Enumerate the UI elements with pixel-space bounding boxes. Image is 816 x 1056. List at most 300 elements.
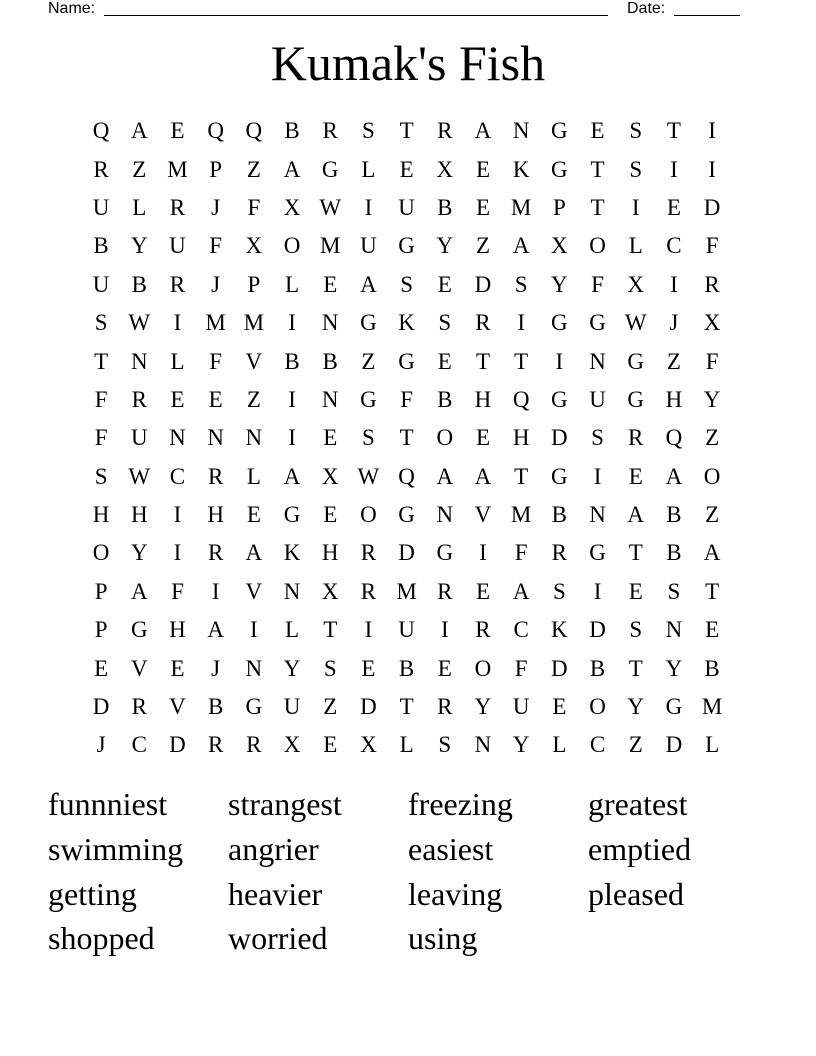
- grid-letter[interactable]: E: [475, 578, 490, 604]
- grid-letter[interactable]: C: [131, 732, 147, 758]
- grid-letter[interactable]: G: [627, 348, 645, 374]
- grid-letter[interactable]: M: [510, 194, 532, 220]
- grid-letter[interactable]: R: [628, 425, 644, 451]
- grid-letter[interactable]: R: [437, 118, 453, 144]
- grid-letter[interactable]: M: [396, 578, 417, 604]
- grid-letter[interactable]: E: [628, 463, 643, 489]
- grid-letter[interactable]: M: [319, 233, 341, 259]
- grid-letter[interactable]: P: [247, 271, 261, 297]
- grid-letter[interactable]: K: [398, 310, 415, 336]
- grid-letter[interactable]: T: [475, 348, 490, 374]
- grid-letter[interactable]: F: [171, 578, 184, 604]
- grid-letter[interactable]: U: [92, 271, 110, 297]
- grid-letter[interactable]: J: [669, 310, 679, 336]
- grid-letter[interactable]: A: [665, 463, 683, 489]
- grid-letter[interactable]: E: [475, 194, 490, 220]
- grid-letter[interactable]: G: [398, 348, 415, 374]
- grid-letter[interactable]: R: [475, 617, 491, 643]
- grid-letter[interactable]: A: [283, 463, 301, 489]
- grid-letter[interactable]: L: [361, 156, 376, 182]
- grid-letter[interactable]: G: [360, 386, 377, 412]
- grid-letter[interactable]: L: [132, 194, 147, 220]
- grid-letter[interactable]: B: [704, 655, 720, 681]
- grid-letter[interactable]: G: [398, 233, 415, 259]
- grid-letter[interactable]: O: [589, 694, 606, 720]
- grid-letter[interactable]: H: [665, 386, 683, 412]
- grid-letter[interactable]: E: [208, 386, 223, 412]
- grid-letter[interactable]: I: [440, 617, 449, 643]
- grid-letter[interactable]: L: [170, 348, 185, 374]
- grid-letter[interactable]: N: [130, 348, 148, 374]
- grid-letter[interactable]: E: [437, 348, 452, 374]
- grid-letter[interactable]: E: [475, 156, 490, 182]
- grid-letter[interactable]: I: [288, 310, 296, 336]
- grid-letter[interactable]: U: [283, 694, 301, 720]
- grid-letter[interactable]: T: [590, 156, 605, 182]
- grid-letter[interactable]: Z: [132, 156, 147, 182]
- grid-letter[interactable]: Y: [283, 655, 301, 681]
- date-label: Date:: [627, 0, 666, 17]
- grid-letter[interactable]: W: [357, 463, 380, 489]
- grid-letter[interactable]: H: [512, 425, 530, 451]
- grid-letter[interactable]: A: [130, 118, 148, 144]
- grid-letter[interactable]: D: [169, 732, 186, 758]
- grid-letter[interactable]: A: [703, 540, 721, 566]
- grid-row: [82, 534, 732, 572]
- grid-letter[interactable]: X: [283, 732, 301, 758]
- grid-letter[interactable]: T: [514, 463, 529, 489]
- grid-letter[interactable]: Q: [92, 118, 110, 144]
- grid-letter[interactable]: Q: [512, 386, 530, 412]
- grid-letter[interactable]: X: [551, 233, 568, 259]
- grid-letter[interactable]: A: [627, 502, 645, 528]
- grid-letter[interactable]: G: [130, 617, 148, 643]
- grid-letter[interactable]: I: [670, 271, 678, 297]
- grid-letter[interactable]: A: [245, 540, 263, 566]
- grid-letter[interactable]: I: [593, 578, 602, 604]
- grid-letter[interactable]: I: [555, 348, 564, 374]
- grid-letter[interactable]: Y: [665, 655, 683, 681]
- grid-letter[interactable]: R: [551, 540, 568, 566]
- grid-letter[interactable]: F: [514, 655, 528, 681]
- grid-letter[interactable]: T: [705, 578, 720, 604]
- grid-letter[interactable]: G: [398, 502, 415, 528]
- grid-letter[interactable]: F: [514, 540, 528, 566]
- grid-letter[interactable]: T: [399, 425, 414, 451]
- grid-letter[interactable]: J: [96, 732, 106, 758]
- grid-letter[interactable]: Y: [551, 271, 568, 297]
- grid-letter[interactable]: F: [94, 425, 108, 451]
- grid-letter[interactable]: F: [705, 348, 719, 374]
- grid-letter[interactable]: F: [705, 233, 719, 259]
- name-blank-line[interactable]: [104, 15, 608, 16]
- grid-letter[interactable]: N: [436, 502, 454, 528]
- grid-letter[interactable]: E: [705, 617, 720, 643]
- grid-row: [82, 419, 732, 457]
- grid-letter[interactable]: B: [131, 271, 147, 297]
- grid-letter[interactable]: G: [551, 156, 568, 182]
- grid-letter[interactable]: R: [207, 732, 224, 758]
- grid-letter[interactable]: I: [288, 425, 296, 451]
- grid-letter[interactable]: F: [400, 386, 413, 412]
- grid-letter[interactable]: R: [93, 156, 109, 182]
- grid-letter[interactable]: Q: [207, 118, 224, 144]
- grid-letter[interactable]: C: [589, 732, 606, 758]
- grid-letter[interactable]: R: [322, 118, 338, 144]
- grid-letter[interactable]: Z: [361, 348, 376, 374]
- grid-letter[interactable]: E: [666, 194, 681, 220]
- grid-letter[interactable]: D: [360, 694, 377, 720]
- grid-letter[interactable]: B: [589, 655, 606, 681]
- grid-letter[interactable]: A: [130, 578, 148, 604]
- grid-letter[interactable]: W: [319, 194, 342, 220]
- grid-letter[interactable]: T: [628, 540, 643, 566]
- grid-letter[interactable]: E: [552, 694, 567, 720]
- grid-letter[interactable]: I: [670, 156, 678, 182]
- grid-letter[interactable]: N: [589, 502, 606, 528]
- grid-letter[interactable]: R: [207, 463, 224, 489]
- grid-letter[interactable]: S: [629, 118, 643, 144]
- grid-letter[interactable]: U: [360, 233, 377, 259]
- grid-letter[interactable]: L: [399, 732, 414, 758]
- grid-letter[interactable]: E: [246, 502, 261, 528]
- grid-letter[interactable]: S: [629, 617, 643, 643]
- grid-letter[interactable]: W: [128, 463, 151, 489]
- grid-letter[interactable]: I: [288, 386, 296, 412]
- grid-letter[interactable]: N: [665, 617, 683, 643]
- grid-letter[interactable]: P: [94, 578, 108, 604]
- grid-letter[interactable]: Y: [130, 540, 148, 566]
- grid-letter[interactable]: G: [360, 310, 377, 336]
- grid-letter[interactable]: T: [514, 348, 529, 374]
- grid-letter[interactable]: L: [285, 271, 300, 297]
- grid-letter[interactable]: V: [245, 578, 263, 604]
- grid-letter[interactable]: B: [551, 502, 568, 528]
- grid-letter[interactable]: E: [590, 118, 605, 144]
- grid-letter[interactable]: A: [360, 271, 377, 297]
- grid-letter[interactable]: B: [437, 194, 453, 220]
- grid-letter[interactable]: R: [437, 578, 453, 604]
- grid-letter[interactable]: N: [245, 655, 263, 681]
- grid-letter[interactable]: B: [284, 118, 300, 144]
- grid-letter[interactable]: O: [589, 233, 606, 259]
- grid-letter[interactable]: N: [283, 578, 301, 604]
- grid-letter[interactable]: B: [666, 502, 682, 528]
- grid-letter[interactable]: K: [283, 540, 301, 566]
- grid-letter[interactable]: G: [589, 540, 606, 566]
- grid-letter[interactable]: G: [627, 386, 645, 412]
- grid-letter[interactable]: G: [551, 463, 568, 489]
- grid-letter[interactable]: S: [400, 271, 413, 297]
- grid-letter[interactable]: U: [398, 617, 415, 643]
- grid-letter[interactable]: X: [321, 463, 339, 489]
- grid-letter[interactable]: E: [170, 655, 185, 681]
- grid-letter[interactable]: J: [211, 271, 221, 297]
- grid-letter[interactable]: S: [514, 271, 528, 297]
- grid-letter[interactable]: H: [321, 540, 339, 566]
- grid-letter[interactable]: N: [207, 425, 224, 451]
- grid-letter[interactable]: B: [398, 655, 415, 681]
- grid-letter[interactable]: T: [323, 617, 338, 643]
- grid-letter[interactable]: O: [703, 463, 721, 489]
- grid-letter[interactable]: U: [92, 194, 110, 220]
- grid-letter[interactable]: H: [474, 386, 492, 412]
- grid-letter[interactable]: I: [173, 310, 182, 336]
- word-list-item: heavier: [228, 875, 323, 912]
- grid-letter[interactable]: D: [398, 540, 415, 566]
- grid-letter[interactable]: R: [207, 540, 224, 566]
- grid-letter[interactable]: B: [437, 386, 453, 412]
- grid-letter[interactable]: Y: [627, 694, 645, 720]
- grid-letter[interactable]: G: [436, 540, 454, 566]
- grid-letter[interactable]: X: [627, 271, 645, 297]
- grid-letter[interactable]: A: [474, 118, 492, 144]
- grid-letter[interactable]: Q: [398, 463, 415, 489]
- grid-letter[interactable]: I: [364, 617, 373, 643]
- grid-letter[interactable]: T: [399, 118, 414, 144]
- grid-letter[interactable]: S: [362, 425, 375, 451]
- grid-letter[interactable]: I: [631, 194, 640, 220]
- grid-row: [82, 381, 732, 419]
- date-blank-line[interactable]: [674, 15, 740, 16]
- grid-letter[interactable]: Z: [628, 732, 643, 758]
- grid-letter[interactable]: E: [170, 386, 185, 412]
- grid-letter[interactable]: B: [207, 694, 224, 720]
- grid-letter[interactable]: O: [283, 233, 301, 259]
- grid-letter[interactable]: D: [474, 271, 492, 297]
- grid-letter[interactable]: D: [551, 425, 568, 451]
- grid-letter[interactable]: S: [362, 118, 375, 144]
- grid-letter[interactable]: S: [629, 156, 643, 182]
- grid-letter[interactable]: E: [361, 655, 376, 681]
- grid-letter[interactable]: X: [283, 194, 301, 220]
- grid-letter[interactable]: N: [589, 348, 606, 374]
- grid-letter[interactable]: Y: [474, 694, 492, 720]
- grid-letter[interactable]: E: [323, 732, 338, 758]
- grid-letter[interactable]: L: [285, 617, 300, 643]
- grid-letter[interactable]: J: [211, 655, 221, 681]
- grid-letter[interactable]: G: [321, 156, 339, 182]
- grid-letter[interactable]: Q: [665, 425, 683, 451]
- grid-letter[interactable]: Z: [323, 694, 338, 720]
- grid-letter[interactable]: X: [703, 310, 721, 336]
- grid-letter[interactable]: S: [438, 732, 452, 758]
- grid-letter[interactable]: R: [169, 271, 186, 297]
- grid-letter[interactable]: E: [437, 271, 452, 297]
- grid-letter[interactable]: Y: [436, 233, 454, 259]
- grid-letter[interactable]: R: [437, 694, 453, 720]
- grid-letter[interactable]: F: [591, 271, 604, 297]
- grid-letter[interactable]: A: [512, 578, 530, 604]
- grid-letter[interactable]: S: [667, 578, 681, 604]
- grid-letter[interactable]: S: [552, 578, 566, 604]
- grid-letter[interactable]: R: [475, 310, 491, 336]
- grid-letter[interactable]: E: [323, 271, 338, 297]
- grid-letter[interactable]: Z: [246, 386, 261, 412]
- grid-letter[interactable]: I: [708, 156, 716, 182]
- grid-letter[interactable]: N: [245, 425, 263, 451]
- grid-letter[interactable]: S: [438, 310, 452, 336]
- grid-letter[interactable]: Y: [512, 732, 530, 758]
- grid-letter[interactable]: H: [169, 617, 186, 643]
- grid-letter[interactable]: G: [283, 502, 301, 528]
- grid-letter[interactable]: D: [665, 732, 683, 758]
- grid-letter[interactable]: A: [512, 233, 530, 259]
- grid-letter[interactable]: Y: [703, 386, 721, 412]
- grid-letter[interactable]: Z: [705, 502, 720, 528]
- grid-letter[interactable]: D: [703, 194, 721, 220]
- grid-letter[interactable]: E: [323, 502, 338, 528]
- grid-letter[interactable]: X: [245, 233, 263, 259]
- grid-letter[interactable]: W: [624, 310, 647, 336]
- grid-letter[interactable]: I: [211, 578, 220, 604]
- grid-letter[interactable]: M: [167, 156, 188, 182]
- grid-letter[interactable]: I: [173, 540, 182, 566]
- grid-letter[interactable]: Z: [705, 425, 720, 451]
- grid-letter[interactable]: R: [169, 194, 186, 220]
- grid-letter[interactable]: Z: [246, 156, 261, 182]
- grid-letter[interactable]: E: [628, 578, 643, 604]
- grid-letter[interactable]: B: [322, 348, 338, 374]
- grid-letter[interactable]: W: [128, 310, 151, 336]
- grid-letter[interactable]: T: [666, 118, 681, 144]
- grid-letter[interactable]: U: [589, 386, 606, 412]
- grid-letter[interactable]: G: [551, 386, 568, 412]
- grid-letter[interactable]: I: [708, 118, 716, 144]
- grid-letter[interactable]: S: [94, 463, 108, 489]
- grid-letter[interactable]: K: [551, 617, 568, 643]
- grid-letter[interactable]: M: [205, 310, 226, 336]
- grid-letter[interactable]: P: [209, 156, 223, 182]
- grid-letter[interactable]: C: [169, 463, 186, 489]
- grid-letter[interactable]: A: [436, 463, 454, 489]
- grid-letter[interactable]: G: [551, 310, 568, 336]
- grid-letter[interactable]: S: [323, 655, 337, 681]
- grid-letter[interactable]: F: [247, 194, 261, 220]
- word-list-item: greatest: [588, 786, 688, 823]
- grid-letter[interactable]: Z: [666, 348, 681, 374]
- grid-letter[interactable]: M: [510, 502, 532, 528]
- grid-letter[interactable]: T: [399, 694, 414, 720]
- grid-letter[interactable]: S: [591, 425, 604, 451]
- grid-letter[interactable]: N: [474, 732, 492, 758]
- grid-letter[interactable]: Z: [475, 233, 490, 259]
- grid-letter[interactable]: Q: [245, 118, 263, 144]
- grid-letter[interactable]: Y: [130, 233, 148, 259]
- grid-letter[interactable]: E: [475, 425, 490, 451]
- grid-letter[interactable]: N: [512, 118, 530, 144]
- grid-letter[interactable]: J: [211, 194, 221, 220]
- grid-letter[interactable]: R: [704, 271, 720, 297]
- grid-letter[interactable]: S: [94, 310, 108, 336]
- grid-letter[interactable]: V: [169, 694, 186, 720]
- grid-letter[interactable]: C: [513, 617, 529, 643]
- grid-letter[interactable]: T: [628, 655, 643, 681]
- grid-letter[interactable]: G: [245, 694, 263, 720]
- word-list-row: [48, 871, 768, 916]
- grid-letter[interactable]: H: [130, 502, 148, 528]
- grid-letter[interactable]: O: [474, 655, 492, 681]
- grid-letter[interactable]: U: [512, 694, 530, 720]
- grid-letter[interactable]: G: [551, 118, 568, 144]
- grid-letter[interactable]: F: [209, 233, 223, 259]
- grid-letter[interactable]: M: [243, 310, 265, 336]
- grid-letter[interactable]: D: [589, 617, 606, 643]
- grid-letter[interactable]: I: [173, 502, 182, 528]
- grid-letter[interactable]: L: [246, 463, 261, 489]
- grid-letter[interactable]: E: [170, 118, 185, 144]
- grid-letter[interactable]: N: [321, 386, 339, 412]
- grid-letter[interactable]: D: [551, 655, 568, 681]
- grid-letter[interactable]: X: [360, 732, 377, 758]
- grid-letter[interactable]: G: [589, 310, 606, 336]
- grid-letter[interactable]: V: [245, 348, 263, 374]
- grid-letter[interactable]: M: [701, 694, 723, 720]
- grid-letter[interactable]: T: [94, 348, 109, 374]
- grid-letter[interactable]: O: [92, 540, 110, 566]
- grid-letter[interactable]: B: [284, 348, 300, 374]
- grid-letter[interactable]: A: [207, 617, 224, 643]
- grid-letter[interactable]: X: [436, 156, 454, 182]
- grid-letter[interactable]: H: [92, 502, 110, 528]
- grid-letter[interactable]: T: [590, 194, 605, 220]
- grid-letter[interactable]: F: [94, 386, 108, 412]
- grid-letter[interactable]: K: [512, 156, 530, 182]
- word-list-row: [48, 916, 768, 961]
- grid-letter[interactable]: N: [169, 425, 186, 451]
- grid-letter[interactable]: O: [436, 425, 454, 451]
- grid-letter[interactable]: D: [92, 694, 110, 720]
- grid-letter[interactable]: A: [474, 463, 492, 489]
- grid-letter[interactable]: P: [552, 194, 566, 220]
- grid-letter[interactable]: O: [360, 502, 377, 528]
- grid-letter[interactable]: L: [552, 732, 567, 758]
- grid-letter[interactable]: L: [705, 732, 720, 758]
- grid-letter[interactable]: F: [209, 348, 223, 374]
- grid-letter[interactable]: R: [360, 578, 377, 604]
- grid-letter[interactable]: V: [474, 502, 492, 528]
- grid-letter[interactable]: G: [665, 694, 683, 720]
- word-list-item: strangest: [228, 786, 342, 823]
- grid-letter[interactable]: R: [131, 386, 147, 412]
- grid-letter[interactable]: I: [364, 194, 373, 220]
- grid-letter[interactable]: R: [246, 732, 262, 758]
- grid-letter[interactable]: I: [517, 310, 525, 336]
- grid-letter[interactable]: V: [130, 655, 148, 681]
- grid-letter[interactable]: L: [628, 233, 643, 259]
- grid-letter[interactable]: B: [666, 540, 682, 566]
- grid-letter[interactable]: E: [399, 156, 414, 182]
- grid-letter[interactable]: I: [593, 463, 602, 489]
- grid-letter[interactable]: E: [437, 655, 452, 681]
- grid-letter[interactable]: C: [666, 233, 682, 259]
- grid-letter[interactable]: P: [94, 617, 108, 643]
- grid-letter[interactable]: N: [321, 310, 339, 336]
- grid-letter[interactable]: H: [207, 502, 224, 528]
- grid-letter[interactable]: E: [323, 425, 338, 451]
- grid-letter[interactable]: R: [360, 540, 377, 566]
- grid-letter[interactable]: I: [250, 617, 258, 643]
- grid-letter[interactable]: U: [169, 233, 186, 259]
- grid-letter[interactable]: E: [94, 655, 109, 681]
- grid-letter[interactable]: B: [93, 233, 109, 259]
- grid-letter[interactable]: R: [131, 694, 147, 720]
- grid-letter[interactable]: U: [130, 425, 148, 451]
- grid-letter[interactable]: X: [321, 578, 339, 604]
- grid-letter[interactable]: I: [479, 540, 487, 566]
- grid-letter[interactable]: U: [398, 194, 415, 220]
- grid-letter[interactable]: A: [283, 156, 301, 182]
